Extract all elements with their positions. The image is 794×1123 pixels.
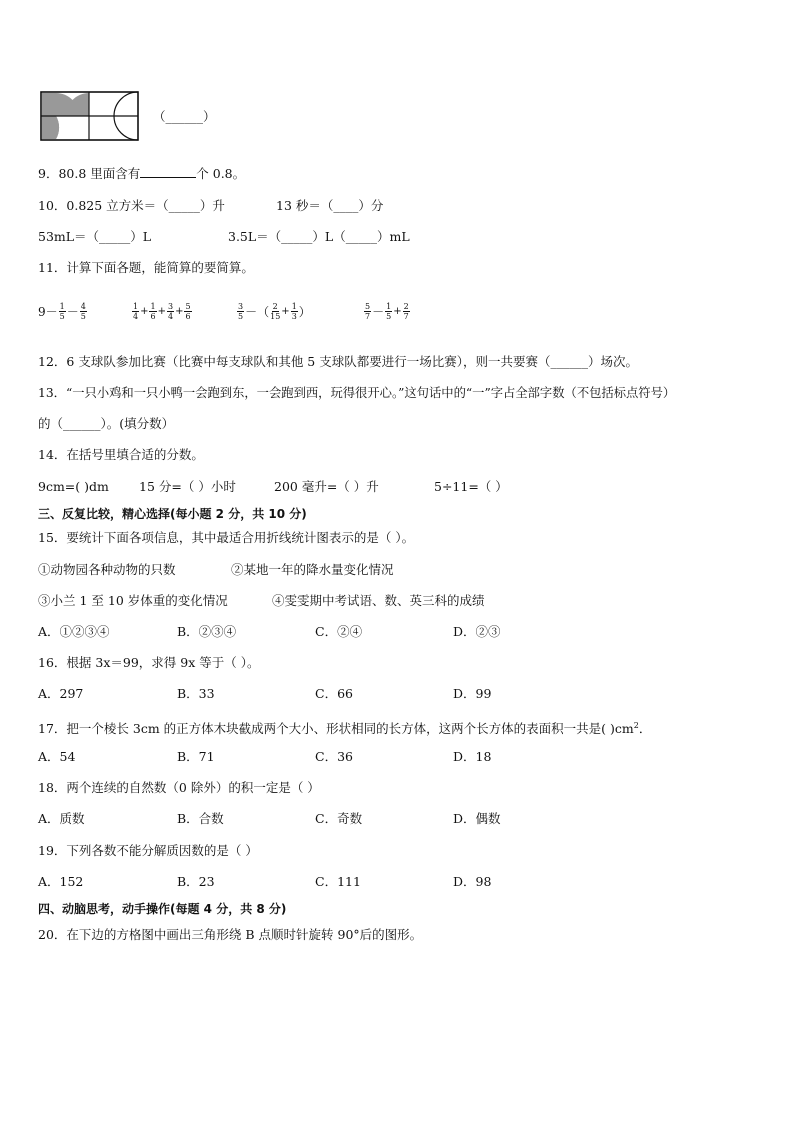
q15-item-2: ②某地一年的降水量变化情况	[231, 562, 394, 577]
fraction: $\frac{2}{15}$	[270, 302, 281, 321]
q14-a: 9cm=( )dm	[38, 479, 109, 494]
q17-option-b[interactable]: B．71	[177, 749, 215, 764]
fraction: $\frac{4}{5}$	[80, 302, 86, 321]
q19-option-a[interactable]: A．152	[38, 874, 84, 889]
fraction: $\frac{1}{6}$	[150, 302, 156, 321]
q15-prompt: 15．要统计下面各项信息，其中最适合用折线统计图表示的是（ ）。	[38, 530, 415, 545]
q12: 12．6 支球队参加比赛（比赛中每支球队和其他 5 支球队都要进行一场比赛），则一共要赛（______）场次。	[38, 354, 638, 369]
q9	[38, 166, 245, 182]
q17-end: ．	[638, 721, 652, 737]
q15-option-b[interactable]: B．②③④	[177, 624, 237, 639]
q17-prompt-line	[38, 718, 651, 737]
q11-expression-3	[236, 302, 311, 321]
q10-a: 10．0.825 立方米＝（_____）升	[38, 198, 225, 213]
q10-d: 3.5L＝（_____）L（_____）mL	[228, 229, 410, 244]
q20: 20．在下边的方格图中画出三角形绕 B 点顺时针旋转 90°后的图形。	[38, 927, 423, 942]
fraction: $\frac{5}{6}$	[185, 302, 191, 321]
operator: +	[393, 306, 402, 317]
q18-option-b[interactable]: B．合数	[177, 811, 224, 826]
q16-option-b[interactable]: B．33	[177, 686, 215, 701]
fraction: $\frac{3}{4}$	[167, 302, 174, 321]
q16-option-c[interactable]: C．66	[315, 686, 353, 701]
operator: +	[140, 306, 149, 317]
fraction: $\frac{2}{7}$	[403, 302, 409, 321]
q15-item-4: ④雯雯期中考试语、数、英三科的成绩	[272, 593, 485, 608]
q19-option-d[interactable]: D．98	[453, 874, 492, 889]
q15-option-d[interactable]: D．②③	[453, 624, 501, 639]
operator: +	[157, 306, 166, 317]
q11-expression-2	[131, 302, 193, 321]
fraction: $\frac{1}{3}$	[291, 302, 297, 321]
q16-option-a[interactable]: A．297	[38, 686, 84, 701]
q15-item-1: ①动物园各种动物的只数	[38, 562, 176, 577]
operator: －	[372, 305, 385, 319]
q19-option-b[interactable]: B．23	[177, 874, 215, 889]
q15-option-a[interactable]: A．①②③④	[38, 624, 110, 639]
q10-c: 53mL＝（_____）L	[38, 229, 152, 244]
q17-exponent: 2	[633, 721, 639, 730]
section-3-heading: 三、反复比较，精心选择(每小题 2 分，共 10 分)	[38, 507, 307, 521]
q14-b: 15 分=（ ）小时	[139, 479, 236, 494]
q11-expression-4	[363, 302, 411, 321]
q9-answer-blank[interactable]	[140, 177, 196, 178]
operator: －（	[245, 305, 270, 319]
q18-option-c[interactable]: C．奇数	[315, 811, 363, 826]
q17-option-c[interactable]: C．36	[315, 749, 353, 764]
q16-prompt: 16．根据 3x＝99，求得 9x 等于（ ）。	[38, 655, 260, 670]
q14-c: 200 毫升=（ ）升	[274, 479, 379, 494]
q14-d: 5÷11=（ ）	[434, 479, 508, 494]
q11-expression-1	[38, 302, 88, 321]
q11-prompt: 11．计算下面各题，能简算的要简算。	[38, 260, 254, 275]
q13-line1: 13．“一只小鸡和一只小鸭一会跑到东，一会跑到西，玩得很开心。”这句话中的“一”字占全部字数（不包括标点符号）	[38, 386, 676, 400]
q18-option-d[interactable]: D．偶数	[453, 811, 501, 826]
q9-text-b: 个 0.8。	[196, 166, 246, 181]
operator: +	[175, 306, 184, 317]
fraction: $\frac{5}{7}$	[365, 302, 371, 321]
expr-text: 9－	[38, 305, 58, 319]
fraction: $\frac{3}{5}$	[238, 302, 244, 321]
operator: +	[281, 306, 290, 317]
fraction: $\frac{1}{4}$	[133, 302, 139, 321]
q18-prompt: 18．两个连续的自然数（0 除外）的积一定是（ ）	[38, 780, 320, 795]
q14-prompt: 14．在括号里填合适的分数。	[38, 447, 204, 462]
q19-option-c[interactable]: C．111	[315, 874, 361, 889]
q8-answer-blank[interactable]: （______）	[153, 109, 216, 124]
q13-line2: 的（______）。(填分数）	[38, 416, 175, 431]
q15-item-3: ③小兰 1 至 10 岁体重的变化情况	[38, 593, 228, 608]
q17-option-a[interactable]: A．54	[38, 749, 76, 764]
q18-option-a[interactable]: A．质数	[38, 811, 85, 826]
shaded-fraction-figure	[40, 91, 140, 141]
q16-option-d[interactable]: D．99	[453, 686, 492, 701]
section-4-heading: 四、动脑思考，动手操作(每题 4 分，共 8 分)	[38, 902, 287, 916]
q17-option-d[interactable]: D．18	[453, 749, 492, 764]
fraction: $\frac{1}{5}$	[59, 302, 65, 321]
q17-prompt: 17．把一个棱长 3cm 的正方体木块截成两个大小、形状相同的长方体，这两个长方体的表面积一共是( )cm	[38, 721, 634, 737]
operator: －	[66, 305, 79, 319]
q10-b: 13 秒＝（____）分	[276, 198, 384, 213]
q9-text-a: 9．80.8 里面含有	[38, 166, 141, 181]
q19-prompt: 19．下列各数不能分解质因数的是（ ）	[38, 843, 258, 858]
fraction: $\frac{1}{5}$	[386, 302, 392, 321]
operator: ）	[298, 305, 311, 319]
q15-option-c[interactable]: C．②④	[315, 624, 363, 639]
